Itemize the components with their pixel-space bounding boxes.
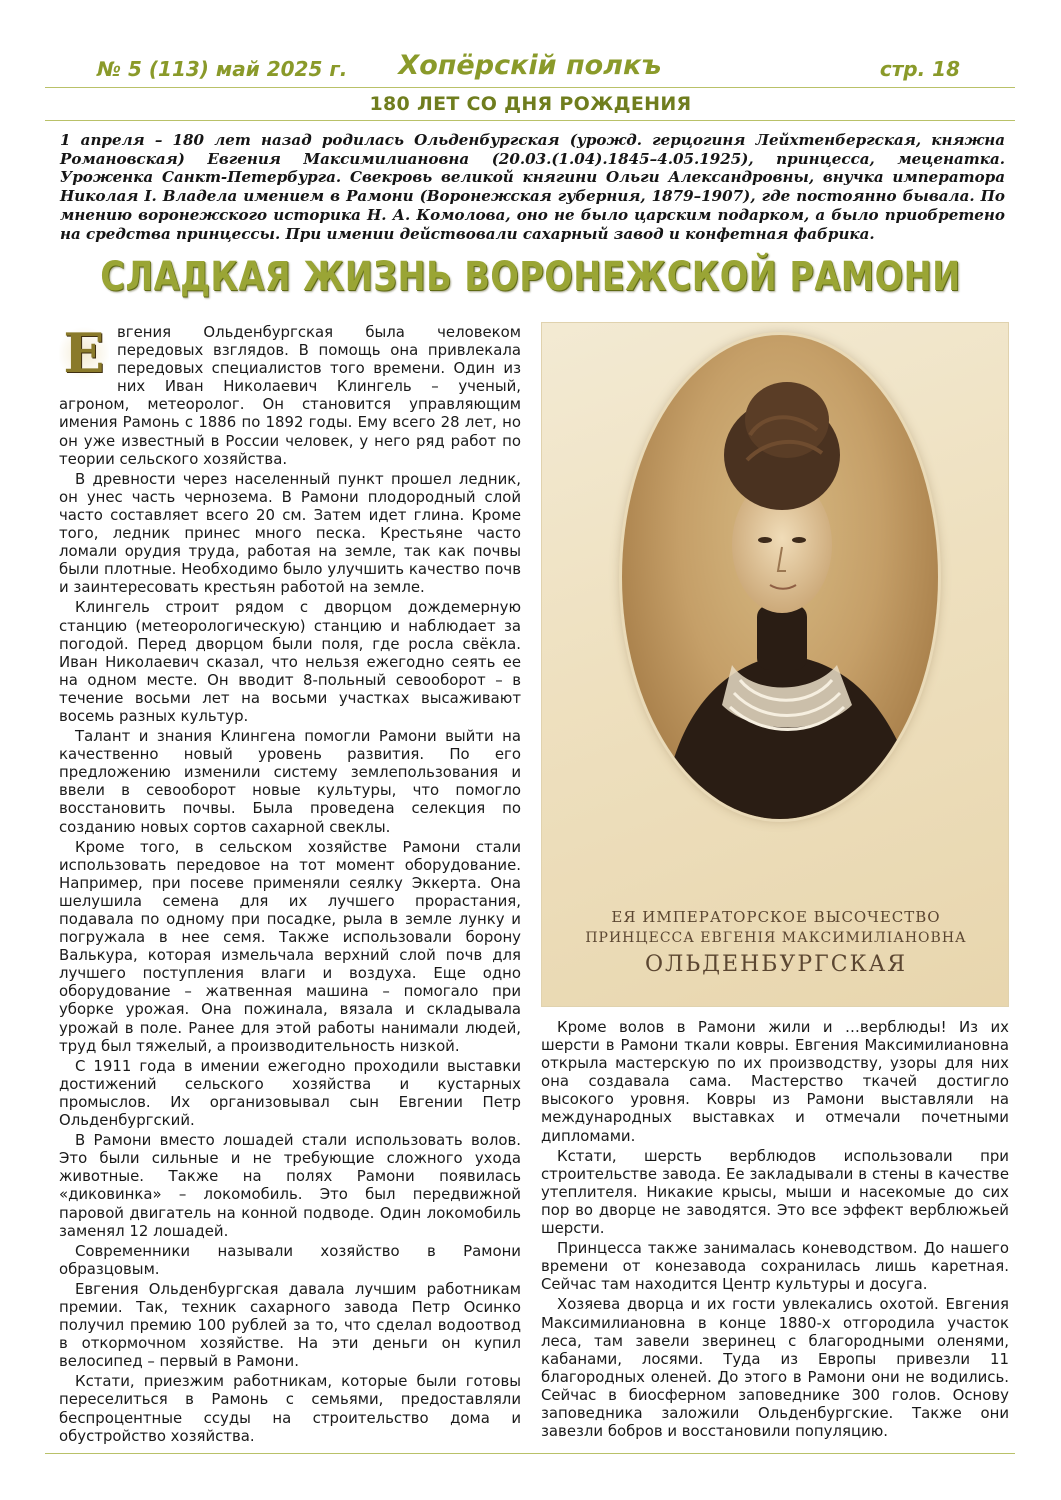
rubric-divider <box>45 120 1015 121</box>
article-paragraph: Кстати, шерсть верблюдов использовали при строительстве завода. Ее закладывали в стены в качестве утеплителя. Никакие крысы, мыши и насекомые до сих пор во дворце не заводятся. Это все эффект верблюжьей шерсти. <box>541 1146 1009 1238</box>
article-paragraph: Кстати, приезжим работникам, которые были готовы переселиться в Рамонь с семьями, предоставляли беспроцентные ссуды на строительство дома и обустройство хозяйства. <box>59 1372 521 1445</box>
portrait-caption <box>562 908 990 977</box>
article-paragraph: В древности через населенный пункт прошел ледник, он унес часть чернозема. В Рамони плодородный слой часто составляет всего 20 см. Затем идет глина. Кроме того, ледник принес много песка. Крестьяне часто ломали орудия труда, работая на земле, так как почвы были плотные. Необходимо было улучшить качество почв и заинтересовать крестьян работой на земле. <box>59 469 521 597</box>
caption-line: ЕЯ ИМПЕРАТОРСКОЕ ВЫСОЧЕСТВО <box>611 908 941 926</box>
article-paragraph: Кроме волов в Рамони жили и …верблюды! Из их шерсти в Рамони ткали ковры. Евгения Максимилиановна открыла мастерскую по их производству, узоры для них она создавала сама. Мастерство ткачей достигло высокого уровня. Ковры из Рамони выставляли на международных выставках и отмечали почетными дипломами. <box>541 1018 1009 1145</box>
caption-line: ПРИНЦЕССА ЕВГЕНIЯ МАКСИМИЛIАНОВНА <box>585 930 967 946</box>
page-number: стр. 18 <box>879 57 960 81</box>
footer-divider <box>45 1453 1015 1454</box>
article-column-left <box>59 323 521 1445</box>
portrait-photo <box>541 322 1009 1007</box>
caption-line: ОЛЬДЕНБУРГСКАЯ <box>644 952 908 977</box>
masthead-divider <box>45 87 1015 88</box>
issue-number: № 5 (113) май 2025 г. <box>97 57 348 81</box>
article-paragraph: Принцесса также занималась коневодством. До нашего времени от конезавода сохранилась лишь каретная. Сейчас там находится Центр культуры и досуга. <box>541 1239 1009 1294</box>
portrait-figure <box>622 335 938 819</box>
article-paragraph: Хозяева дворца и их гости увлекались охотой. Евгения Максимилиановна в конце 1880-х отгородила участок леса, там завели зверинец с благородными оленями, кабанами, лосями. Туда из Европы привезли 11 благородных оленей. До этого в Рамони они не водились. Сейчас в биосферном заповеднике 300 голов. Основу заповедника заложили Ольденбургские. Также они завезли бобров и восстановили популяцию. <box>541 1295 1009 1441</box>
masthead <box>45 50 1015 86</box>
section-rubric: 180 ЛЕТ СО ДНЯ РОЖДЕНИЯ <box>369 93 692 115</box>
article-paragraph: Талант и знания Клингена помогли Рамони выйти на качественно новый уровень развития. По его предложению изменили систему землепользования и ввели в севооборот новые культуры, что помогло восстановить почвы. Была проведена селекция по созданию новых сортов сахарной свеклы. <box>59 727 521 836</box>
article-paragraph: Е вгения Ольденбургская была человеком передовых взглядов. В помощь она привлекала передовых специалистов того времени. Один из них Иван Николаевич Клингель – ученый, агроном, метеоролог. Он становится управляющим имения Рамонь с 1886 по 1892 годы. Ему всего 28 лет, но он уже известный в России человек, у него ряд работ по теории сельского хозяйства. <box>59 321 521 468</box>
article-paragraph: В Рамони вместо лошадей стали использовать волов. Это были сильные и не требующие сложного ухода животные. Также на полях Рамони появилась «диковинка» – локомобиль. Это был передвижной паровой двигатель на конной подводе. Один локомобиль заменял 12 лошадей. <box>59 1131 521 1240</box>
article-paragraph: Кроме того, в сельском хозяйстве Рамони стали использовать передовое на тот момент оборудование. Например, при посеве применяли сеялку Эккерта. Она шелушила семена для их лучшего прорастания, подавала по одному при посадке, рыла в земле лунку и погружала в нее семя. Также использовали борону Валькура, которая измельчала верхний слой почв для лучшего поступления влаги и воздуха. Еще одно оборудование – жатвенная машина – помогало при уборке урожая. Она пожинала, вязала и складывала урожай в поле. Ранее для этой работы нанимали людей, труд был тяжелый, а производительность низкой. <box>59 837 521 1055</box>
article-paragraph: Клингель строит рядом с дворцом дождемерную станцию (метеорологическую) станцию и наблюдает за погодой. Перед дворцом были поля, где росла свёкла. Иван Николаевич сказал, что нельзя ежегодно сеять ее на одном месте. Он вводит 8-польный севооборот – в течение восьми лет на восьми участках высаживают восемь разных культур. <box>59 598 521 725</box>
article-paragraph: С 1911 года в имении ежегодно проходили выставки достижений сельского хозяйства и кустарных промыслов. Их организовывал сын Евгении Петр Ольденбургский. <box>59 1056 521 1130</box>
lead-paragraph: 1 апреля – 180 лет назад родилась Ольденбургская (урожд. герцогиня Лейхтенбергская, княжна Романовская) Евгения Максимилиановна (20.03.(1.04).1845–4.05.1925), принцесса, меценатка. Уроженка Санкт-Петербурга. Свекровь великой княгини Ольги Александровны, внучка императора Николая I. Владела имением в Рамони (Воронежская губерния, 1879–1907), где постоянно бывала. По мнению воронежского историка Н. А. Комолова, оно не было царским подарком, а было приобретено на средства принцессы. При имении действовали сахарный завод и конфетная фабрика. <box>60 131 1005 243</box>
article-paragraph: Современники называли хозяйство в Рамони образцовым. <box>59 1241 521 1278</box>
article-headline: СЛАДКАЯ ЖИЗНЬ ВОРОНЕЖСКОЙ РАМОНИ <box>100 254 961 300</box>
drop-cap: Е <box>59 325 109 381</box>
newspaper-title: Хопёрскiй полкъ <box>398 50 662 81</box>
article-column-right <box>541 1018 1009 1440</box>
portrait-oval <box>622 335 938 819</box>
article-paragraph: Евгения Ольденбургская давала лучшим работникам премии. Так, техник сахарного завода Петр Осинко получил премию 100 рублей за то, что сделал водоотвод в откормочном хозяйстве. На эти деньги он купил велосипед – первый в Рамони. <box>59 1279 521 1371</box>
